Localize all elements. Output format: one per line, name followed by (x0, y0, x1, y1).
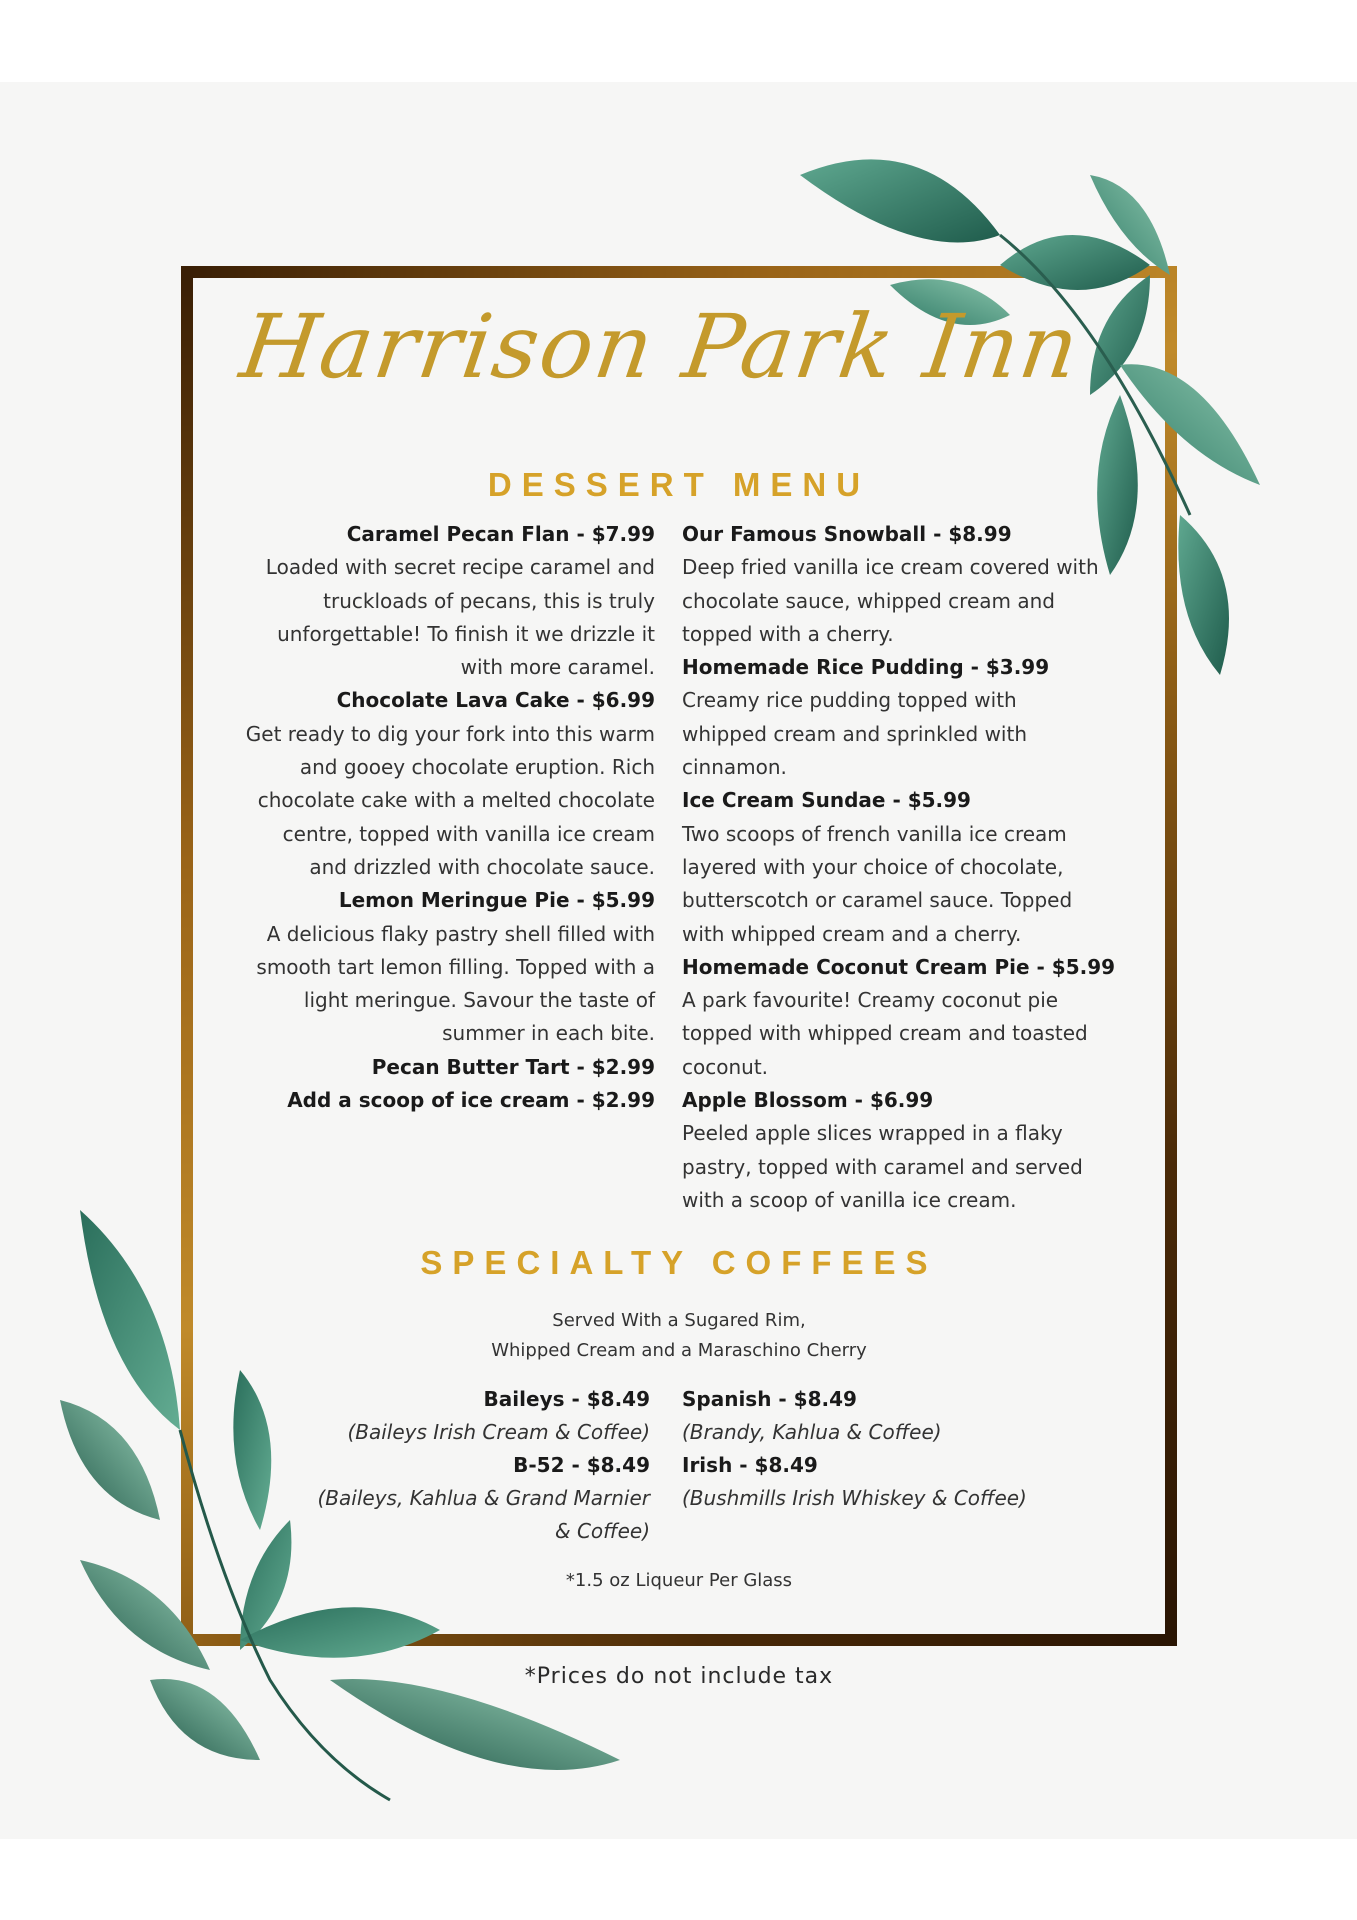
item-desc-line: Two scoops of french vanilla ice cream (682, 821, 1067, 846)
item-desc-line: Creamy rice pudding topped with (682, 688, 1017, 713)
item-desc-line: pastry, topped with caramel and served (682, 1154, 1083, 1179)
item-name: Caramel Pecan Flan - $7.99 (346, 522, 655, 546)
item-name: Add a scoop of ice cream - $2.99 (287, 1088, 655, 1113)
menu-item (200, 518, 655, 684)
coffees-right-column (682, 1383, 1102, 1515)
item-name: Ice Cream Sundae - $5.99 (682, 788, 971, 813)
menu-item (200, 884, 655, 1050)
restaurant-title: Harrison Park Inn (234, 295, 1087, 398)
item-desc-line: (Baileys, Kahlua & Grand Marnier (317, 1486, 650, 1510)
item-desc-line: Peeled apple slices wrapped in a flaky (682, 1121, 1063, 1146)
item-desc-line: layered with your choice of chocolate, (682, 854, 1064, 879)
item-desc-line: smooth tart lemon filling. Topped with a (256, 954, 655, 979)
item-desc-line: chocolate sauce, whipped cream and (682, 588, 1055, 613)
item-desc-line: & Coffee) (555, 1519, 650, 1543)
item-desc-line: Loaded with secret recipe caramel and (265, 555, 655, 580)
item-name: Pecan Butter Tart - $2.99 (371, 1054, 655, 1079)
item-desc-line: and drizzled with chocolate sauce. (309, 854, 655, 879)
menu-item (682, 651, 1142, 784)
item-desc-line: topped with whipped cream and toasted (682, 1021, 1088, 1046)
item-desc-line: light meringue. Savour the taste of (303, 988, 655, 1013)
item-desc-line: topped with a cherry. (682, 621, 894, 646)
desserts-right-column (682, 518, 1142, 1217)
item-desc-line: and gooey chocolate eruption. Rich (299, 755, 655, 780)
item-name: Our Famous Snowball - $8.99 (682, 522, 1012, 546)
item-name: Apple Blossom - $6.99 (682, 1088, 934, 1113)
dessert-menu-heading: DESSERT MENU (487, 466, 871, 503)
item-name: Baileys - $8.49 (483, 1387, 650, 1411)
coffee-intro-line: Whipped Cream and a Maraschino Cherry (491, 1340, 867, 1361)
coffees-left-column (260, 1383, 650, 1548)
item-desc-line: whipped cream and sprinkled with (682, 721, 1027, 746)
item-desc-line: centre, topped with vanilla ice cream (282, 821, 655, 846)
item-desc-line: chocolate cake with a melted chocolate (257, 788, 655, 813)
item-name: B-52 - $8.49 (513, 1453, 650, 1477)
menu-item (682, 1084, 1142, 1217)
tax-note: *Prices do not include tax (524, 1664, 834, 1689)
menu-item (682, 518, 1142, 651)
item-desc-line: cinnamon. (682, 755, 787, 780)
item-desc-line: summer in each bite. (442, 1021, 655, 1046)
item-name: Chocolate Lava Cake - $6.99 (336, 688, 655, 713)
item-name: Lemon Meringue Pie - $5.99 (338, 888, 655, 913)
item-name: Spanish - $8.49 (682, 1387, 857, 1411)
item-desc-line: (Bushmills Irish Whiskey & Coffee) (682, 1486, 1027, 1510)
coffee-intro (181, 1306, 1177, 1366)
item-name: Homemade Rice Pudding - $3.99 (682, 655, 1050, 680)
item-desc-line: Deep fried vanilla ice cream covered with (682, 555, 1099, 580)
item-desc-line: butterscotch or caramel sauce. Topped (682, 888, 1073, 913)
item-desc-line: Get ready to dig your fork into this warm (245, 721, 655, 746)
item-desc-line: with whipped cream and a cherry. (682, 921, 1022, 946)
coffee-intro-line: Served With a Sugared Rim, (552, 1310, 806, 1331)
item-desc-line: A park favourite! Creamy coconut pie (682, 988, 1059, 1013)
menu-item (682, 951, 1142, 1084)
item-desc-line: with a scoop of vanilla ice cream. (682, 1187, 1017, 1212)
menu-item (682, 784, 1142, 950)
item-name: Homemade Coconut Cream Pie - $5.99 (682, 954, 1116, 979)
item-desc-line: with more caramel. (460, 655, 655, 680)
liqueur-note: *1.5 oz Liqueur Per Glass (565, 1570, 793, 1591)
item-name: Irish - $8.49 (682, 1453, 818, 1477)
item-desc-line: (Baileys Irish Cream & Coffee) (347, 1420, 650, 1444)
item-desc-line: (Brandy, Kahlua & Coffee) (682, 1420, 942, 1444)
item-desc-line: unforgettable! To finish it we drizzle it (277, 621, 655, 646)
item-desc-line: truckloads of pecans, this is truly (323, 588, 655, 613)
specialty-coffees-heading: SPECIALTY COFFEES (420, 1244, 938, 1281)
item-desc-line: coconut. (682, 1054, 769, 1079)
menu-item (200, 684, 655, 884)
item-desc-line: A delicious flaky pastry shell filled with (266, 921, 655, 946)
desserts-left-column (200, 518, 655, 1117)
